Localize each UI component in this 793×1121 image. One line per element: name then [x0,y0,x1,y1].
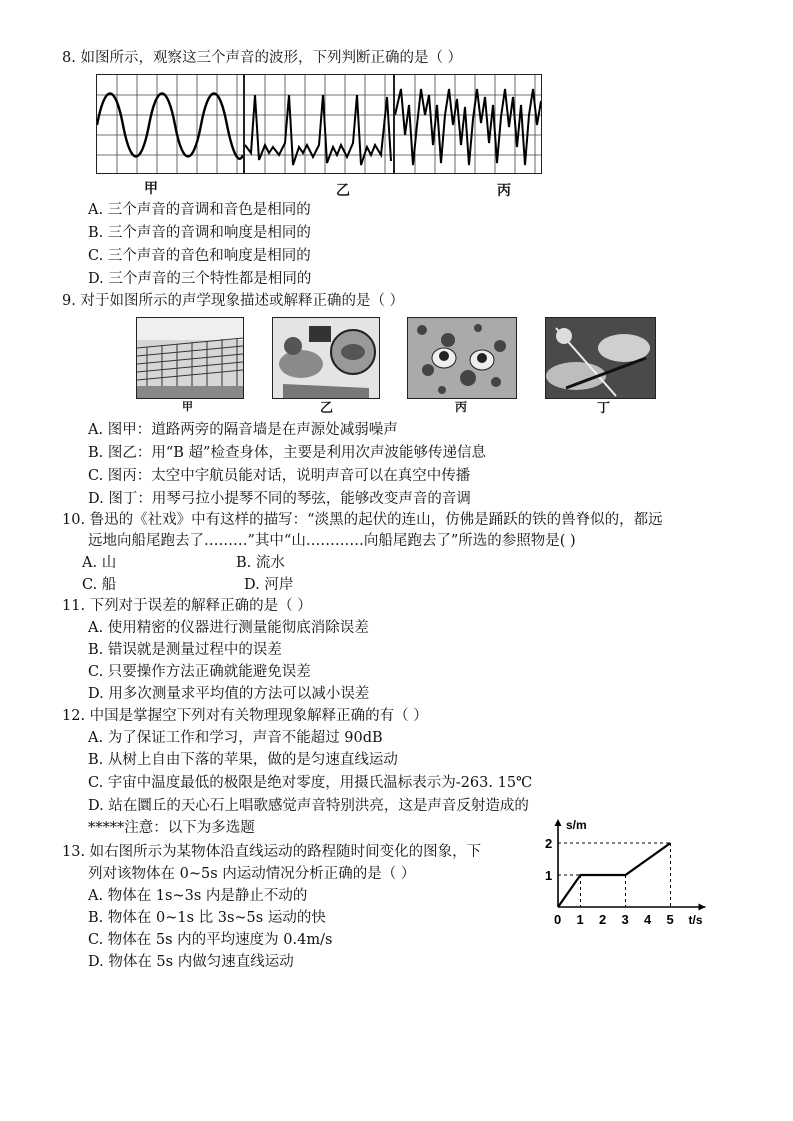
photo-jia-soundwall [136,317,244,399]
q9-stem: 9. 对于如图所示的声学现象描述或解释正确的是（ ） [62,293,405,309]
q9-option-c: C. 图丙：太空中宇航员能对话，说明声音可以在真空中传播 [88,468,471,484]
q11-option-c: C. 只要操作方法正确就能避免误差 [88,664,311,680]
q10-stem-line1: 10. 鲁迅的《社戏》中有这样的描写：“淡黑的起伏的连山，仿佛是踊跃的铁的兽脊似的，都远 [62,512,663,528]
q9-option-d: D. 图丁：用琴弓拉小提琴不同的琴弦，能够改变声音的音调 [88,491,471,507]
q8-option-c: C. 三个声音的音色和响度是相同的 [88,248,311,264]
y-axis-label: s/m [566,818,587,832]
waveform-jia-image [96,74,244,174]
q13-option-d: D. 物体在 5s 内做匀速直线运动 [88,954,294,970]
q13-option-c: C. 物体在 5s 内的平均速度为 0.4m/s [88,932,333,948]
q12-option-b: B. 从树上自由下落的苹果，做的是匀速直线运动 [88,752,398,768]
q8-caption-yi: 乙 [336,183,350,199]
q11-stem: 11. 下列对于误差的解释正确的是（ ） [62,598,312,614]
q12-stem: 12. 中国是掌握空下列对有关物理现象解释正确的有（ ） [62,708,428,724]
q12-option-c: C. 宇宙中温度最低的极限是绝对零度，用摄氏温标表示为-263. 15℃ [88,775,533,791]
q10-option-b: B. 流水 [236,555,285,571]
photo-bing-astronauts [407,317,517,399]
y-tick-label: 2 [545,836,553,851]
y-tick-label: 1 [545,868,553,883]
q13-option-a: A. 物体在 1s~3s 内是静止不动的 [88,888,308,904]
photo-yi-ultrasound [272,317,380,399]
x-tick-label: 2 [599,912,607,927]
multi-choice-note: *****注意：以下为多选题 [88,820,255,836]
q9-option-b: B. 图乙：用“B 超”检查身体，主要是利用次声波能够传递信息 [88,445,486,461]
q8-option-b: B. 三个声音的音调和响度是相同的 [88,225,311,241]
q9-caption-jia: 甲 [182,400,193,413]
q10-option-a: A. 山 [82,555,117,571]
q9-caption-ding: 丁 [597,401,611,416]
photo-ding-violin [545,317,656,399]
q12-option-a: A. 为了保证工作和学习，声音不能超过 90dB [88,730,383,746]
q11-option-d: D. 用多次测量求平均值的方法可以减小误差 [88,686,370,702]
q13-option-b: B. 物体在 0~1s 比 3s~5s 运动的快 [88,910,326,926]
q9-option-a: A. 图甲：道路两旁的隔音墙是在声源处减弱噪声 [88,422,398,438]
x-tick-label: 3 [621,912,629,927]
q8-stem: 8. 如图所示，观察这三个声音的波形，下列判断正确的是（ ） [62,50,463,66]
x-tick-label: 4 [644,912,652,927]
q10-option-c: C. 船 [82,577,117,593]
waveform-bing-image [394,74,542,174]
q8-caption-jia: 甲 [144,181,158,197]
q8-caption-bing: 丙 [497,183,511,199]
q9-caption-yi: 乙 [320,401,334,416]
series-line [558,843,671,907]
q10-stem-line2: 远地向船尾跑去了………”其中“山…………向船尾跑去了”所选的参照物是( ) [88,533,576,549]
q8-option-d: D. 三个声音的三个特性都是相同的 [88,271,312,287]
q9-caption-bing: 丙 [455,400,468,414]
q13-stem-line1: 13. 如右图所示为某物体沿直线运动的路程随时间变化的图象，下 [62,844,482,860]
y-axis-arrow [555,819,562,826]
waveform-yi-image [244,74,394,174]
q10-option-d: D. 河岸 [244,577,294,593]
q12-option-d: D. 站在圜丘的天心石上唱歌感觉声音特别洪亮，这是声音反射造成的 [88,798,529,814]
x-tick-label: 0 [554,912,562,927]
q11-option-b: B. 错误就是测量过程中的误差 [88,642,282,658]
q8-option-a: A. 三个声音的音调和音色是相同的 [88,202,311,218]
x-axis-arrow [699,904,706,911]
x-tick-label: 1 [576,912,584,927]
x-axis-label: t/s [688,913,703,927]
x-tick-label: 5 [666,912,674,927]
q11-option-a: A. 使用精密的仪器进行测量能彻底消除误差 [88,620,369,636]
q13-stem-line2: 列对该物体在 0~5s 内运动情况分析正确的是（ ） [88,866,416,882]
distance-time-chart [540,815,720,935]
